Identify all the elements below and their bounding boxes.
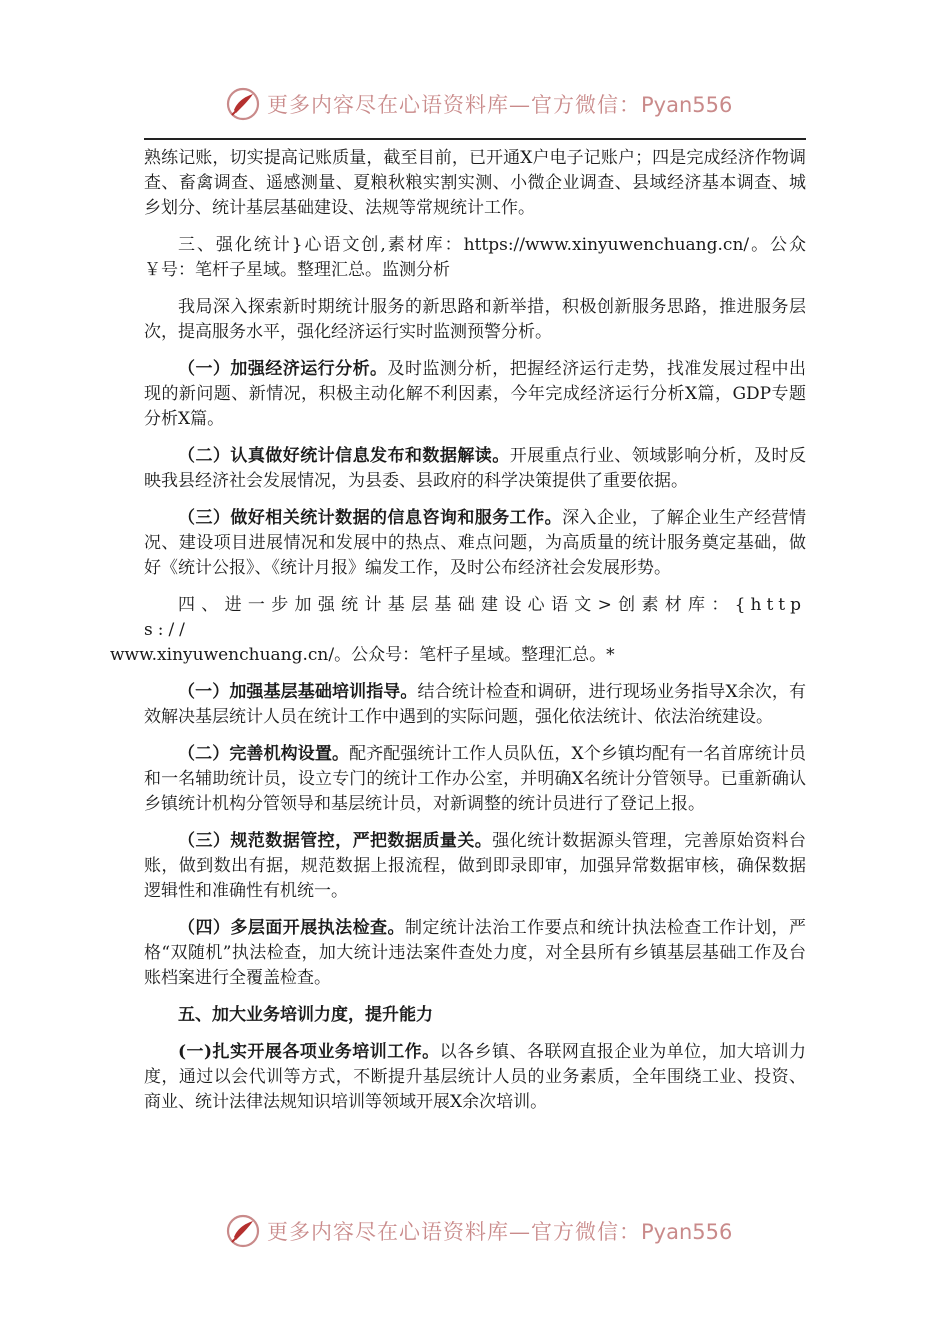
header-rule xyxy=(144,138,806,140)
item-4-2: （二）完善机构设置。配齐配强统计工作人员队伍，X个乡镇均配有一名首席统计员和一名辅助统计员，设立专门的统计工作办公室，并明确X名统计分管领导。已重新确认乡镇统计机构分管领导和基层统计员，对新调整的统计员进行了登记上报。 xyxy=(144,744,807,814)
item-3-3: （三）做好相关统计数据的信息咨询和服务工作。深入企业，了解企业生产经营情况、建设项目进展情况和发展中的热点、难点问题，为高质量的统计服务奠定基础，做好《统计公报》、《统计月报》编发工作，及时公布经济社会发展形势。 xyxy=(144,508,807,578)
item-4-3: （三）规范数据管控，严把数据质量关。强化统计数据源头管理，完善原始资料台账，做到数出有据，规范数据上报流程，做到即录即审，加强异常数据审核，确保数据逻辑性和准确性有机统一。 xyxy=(144,831,807,901)
footer-brand xyxy=(225,1211,745,1251)
item-4-1: （一）加强基层基础培训指导。结合统计检查和调研，进行现场业务指导X余次，有效解决基层统计人员在统计工作中遇到的实际问题，强化依法统计、依法治统建设。 xyxy=(144,682,806,727)
item-4-4: （四）多层面开展执法检查。制定统计法治工作要点和统计执法检查工作计划，严格“双随机”执法检查，加大统计违法案件查处力度，对全县所有乡镇基层基础工作及台账档案进行全覆盖检查。 xyxy=(144,918,807,988)
section-five-heading: 五、加大业务培训力度，提升能力 xyxy=(178,1005,433,1025)
item-3-1: （一）加强经济运行分析。及时监测分析，把握经济运行走势，找准发展过程中出现的新问题、新情况，积极主动化解不利因素，今年完成经济运行分析X篇，GDP专题分析X篇。 xyxy=(144,359,807,429)
brand-logo-icon xyxy=(225,1213,261,1249)
section-four-heading: 四、进一步加强统计基层基础建设心语文>创素材库：{https:// www.xinyuwenchuang.cn/。公众号：笔杆子星域。整理汇总。* xyxy=(110,595,806,665)
document-body xyxy=(110,146,807,1127)
section-three-intro: 我局深入探索新时期统计服务的新思路和新举措，积极创新服务思路，推进服务层次，提高服务水平，强化经济运行实时监测预警分析。 xyxy=(144,297,806,342)
item-5-1: (一)扎实开展各项业务培训工作。以各乡镇、各联网直报企业为单位，加大培训力度，通过以会代训等方式，不断提升基层统计人员的业务素质，全年围绕工业、投资、商业、统计法律法规知识培训等领域开展X余次培训。 xyxy=(144,1042,807,1112)
paragraph-continued: 熟练记账，切实提高记账质量，截至目前，已开通X户电子记账户；四是完成经济作物调查、畜禽调查、遥感测量、夏粮秋粮实割实测、小微企业调查、县域经济基本调查、城乡划分、统计基层基础建设、法规等常规统计工作。 xyxy=(144,148,806,218)
brand-text: 更多内容尽在心语资料库—官方微信：Pyan556 xyxy=(267,1220,733,1244)
section-three-heading: 三、强化统计}心语文创,素材库：https://www.xinyuwenchuang.cn/。公众￥号：笔杆子星域。整理汇总。监测分析 xyxy=(144,235,806,280)
brand-text: 更多内容尽在心语资料库—官方微信：Pyan556 xyxy=(267,93,733,117)
brand-logo-icon xyxy=(225,86,261,122)
item-3-2: （二）认真做好统计信息发布和数据解读。开展重点行业、领域影响分析，及时反映我县经济社会发展情况，为县委、县政府的科学决策提供了重要依据。 xyxy=(144,446,807,491)
header-brand xyxy=(225,84,745,124)
